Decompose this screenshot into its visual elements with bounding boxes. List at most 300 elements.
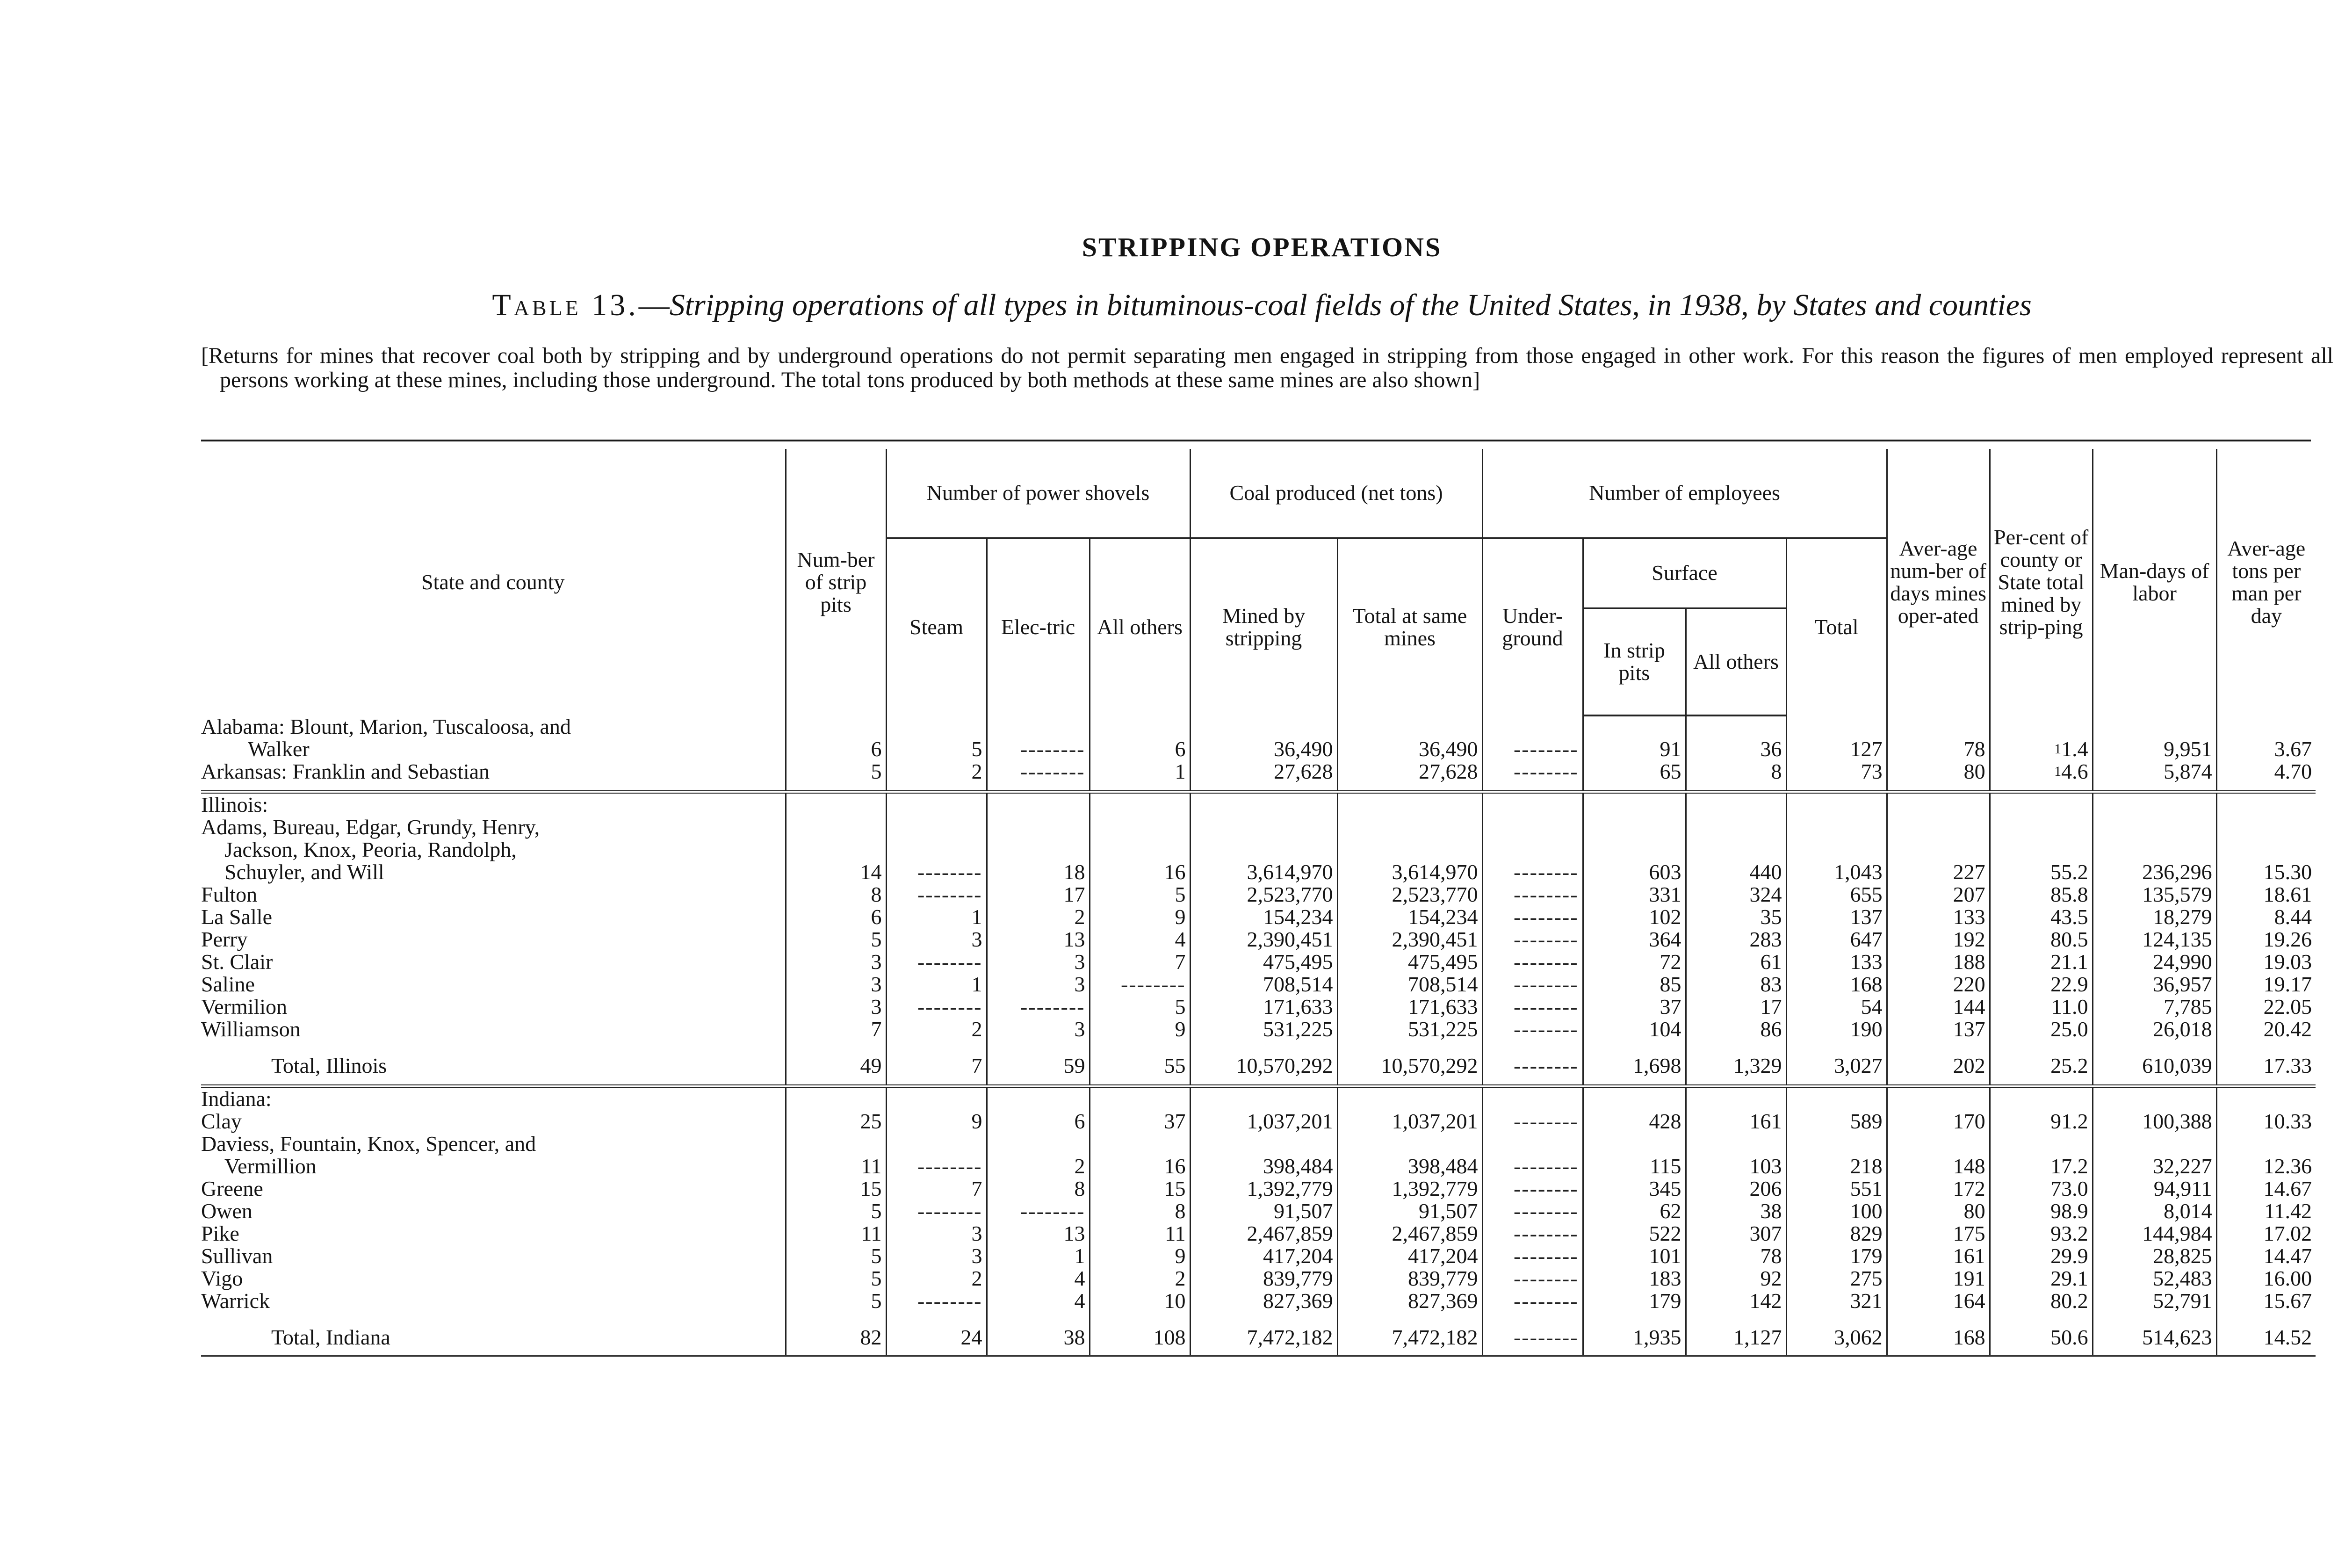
col-total-same-mines: Total at same mines <box>1337 538 1482 715</box>
blank-marker: -------- <box>1513 1109 1579 1133</box>
empty-cell <box>1482 1086 1583 1111</box>
name-line: Williamson <box>201 1017 301 1041</box>
rule-cell <box>1887 1349 1990 1356</box>
cell-mined: 839,779 <box>1190 1267 1337 1290</box>
empty-cell <box>1337 1086 1482 1111</box>
cell-electric: 4 <box>987 1290 1090 1312</box>
cell-underground <box>1482 1110 1583 1133</box>
cell-total-mines: 2,467,859 <box>1337 1222 1482 1245</box>
name-line: St. Clair <box>201 950 273 974</box>
cell-electric: 4 <box>987 1267 1090 1290</box>
cell-underground <box>1482 1290 1583 1312</box>
cell-underground <box>1482 1018 1583 1041</box>
cell-days: 168 <box>1887 1312 1990 1349</box>
name-line: Warrick <box>201 1289 270 1313</box>
cell-electric: 2 <box>987 1133 1090 1178</box>
cell-man-days: 135,579 <box>2093 883 2216 906</box>
rule-cell <box>1786 1349 1887 1356</box>
table-label: Table 13. <box>492 288 639 322</box>
cell-mined: 2,467,859 <box>1190 1222 1337 1245</box>
county-name <box>201 1200 786 1222</box>
cell-pits: 14 <box>786 816 886 883</box>
cell-mined: 827,369 <box>1190 1290 1337 1312</box>
empty-cell <box>1090 1086 1190 1111</box>
cell-percent: 29.9 <box>1990 1245 2093 1267</box>
cell-pits: 7 <box>786 1018 886 1041</box>
cell-strip-pits-emp: 85 <box>1583 973 1686 996</box>
blank-marker: -------- <box>1020 759 1085 783</box>
total-label <box>201 1041 786 1077</box>
cell-days: 227 <box>1887 816 1990 883</box>
cell-days: 172 <box>1887 1178 1990 1200</box>
rule-cell <box>1090 1077 1190 1086</box>
empty-cell <box>987 1086 1090 1111</box>
table-row <box>201 1222 2316 1245</box>
cell-total-emp: 647 <box>1786 928 1887 951</box>
name-line: Jackson, Knox, Peoria, Randolph, <box>224 838 517 861</box>
cell-strip-pits-emp: 428 <box>1583 1110 1686 1133</box>
cell-steam: 9 <box>886 1110 987 1133</box>
cell-electric: 3 <box>987 1018 1090 1041</box>
cell-total-emp: 551 <box>1786 1178 1887 1200</box>
table-row <box>201 1267 2316 1290</box>
cell-others: 10 <box>1090 1290 1190 1312</box>
table-row <box>201 951 2316 973</box>
empty-cell <box>1887 1086 1990 1111</box>
cell-tons-per-day: 12.36 <box>2216 1133 2316 1178</box>
empty-cell <box>786 1086 886 1111</box>
cell-percent: 11.0 <box>1990 996 2093 1018</box>
cell-percent: 25.0 <box>1990 1018 2093 1041</box>
cell-pits: 11 <box>786 1133 886 1178</box>
cell-others-emp: 1,127 <box>1686 1312 1786 1349</box>
cell-man-days: 28,825 <box>2093 1245 2216 1267</box>
cell-electric <box>987 715 1090 760</box>
cell-others <box>1090 973 1190 996</box>
cell-total-mines: 839,779 <box>1337 1267 1482 1290</box>
blank-marker: -------- <box>917 860 982 884</box>
rule-cell <box>1686 1349 1786 1356</box>
cell-mined: 10,570,292 <box>1190 1041 1337 1077</box>
cell-man-days: 94,911 <box>2093 1178 2216 1200</box>
cell-steam <box>886 1290 987 1312</box>
cell-total-emp: 54 <box>1786 996 1887 1018</box>
blank-marker: -------- <box>1513 972 1579 996</box>
cell-tons-per-day: 19.26 <box>2216 928 2316 951</box>
cell-percent: 25.2 <box>1990 1041 2093 1077</box>
rule-cell <box>201 1349 786 1356</box>
rule-cell <box>1190 783 1337 792</box>
cell-strip-pits-emp: 104 <box>1583 1018 1686 1041</box>
blank-marker: -------- <box>1513 1154 1579 1178</box>
cell-man-days: 52,483 <box>2093 1267 2216 1290</box>
blank-marker: -------- <box>917 1154 982 1178</box>
county-name <box>201 951 786 973</box>
total-label <box>201 1312 786 1349</box>
cell-others-emp: 103 <box>1686 1133 1786 1178</box>
rule-cell <box>1990 783 2093 792</box>
blank-marker: -------- <box>1020 995 1085 1019</box>
cell-others: 108 <box>1090 1312 1190 1349</box>
blank-marker: -------- <box>1513 882 1579 906</box>
cell-percent: 17.2 <box>1990 1133 2093 1178</box>
cell-underground <box>1482 816 1583 883</box>
cell-pits: 5 <box>786 928 886 951</box>
cell-total-emp: 127 <box>1786 715 1887 760</box>
cell-percent: 93.2 <box>1990 1222 2093 1245</box>
cell-days: 78 <box>1887 715 1990 760</box>
table-row <box>201 973 2316 996</box>
cell-strip-pits-emp: 345 <box>1583 1178 1686 1200</box>
cell-total-mines: 10,570,292 <box>1337 1041 1482 1077</box>
rule-cell <box>1786 783 1887 792</box>
cell-total-mines: 398,484 <box>1337 1133 1482 1178</box>
blank-marker: -------- <box>1513 1017 1579 1041</box>
rule-cell <box>987 1349 1090 1356</box>
county-name <box>201 883 786 906</box>
rule-cell <box>1337 783 1482 792</box>
cell-others-emp: 440 <box>1686 816 1786 883</box>
col-group-employees: Number of employees <box>1482 449 1887 538</box>
cell-strip-pits-emp: 522 <box>1583 1222 1686 1245</box>
cell-strip-pits-emp: 1,698 <box>1583 1041 1686 1077</box>
cell-total-emp: 589 <box>1786 1110 1887 1133</box>
cell-strip-pits-emp: 179 <box>1583 1290 1686 1312</box>
empty-cell <box>1337 792 1482 817</box>
rule-cell <box>2093 783 2216 792</box>
cell-total-mines: 7,472,182 <box>1337 1312 1482 1349</box>
cell-tons-per-day: 15.30 <box>2216 816 2316 883</box>
cell-mined: 2,523,770 <box>1190 883 1337 906</box>
cell-total-emp: 829 <box>1786 1222 1887 1245</box>
rule-cell <box>1786 1077 1887 1086</box>
rule-cell <box>786 783 886 792</box>
county-name <box>201 1018 786 1041</box>
cell-days: 164 <box>1887 1290 1990 1312</box>
table-row <box>201 1290 2316 1312</box>
top-rule <box>201 440 2311 441</box>
cell-others-emp: 1,329 <box>1686 1041 1786 1077</box>
blank-marker: -------- <box>1513 737 1579 761</box>
blank-marker: -------- <box>1513 1289 1579 1313</box>
rule-cell <box>1090 1349 1190 1356</box>
rule-cell <box>2093 1077 2216 1086</box>
county-name <box>201 715 786 760</box>
cell-others-emp: 161 <box>1686 1110 1786 1133</box>
section-title: STRIPPING OPERATIONS <box>1082 232 1442 262</box>
cell-mined: 91,507 <box>1190 1200 1337 1222</box>
cell-steam: 2 <box>886 1018 987 1041</box>
cell-man-days: 5,874 <box>2093 760 2216 783</box>
cell-total-mines: 2,523,770 <box>1337 883 1482 906</box>
cell-strip-pits-emp: 101 <box>1583 1245 1686 1267</box>
cell-others: 6 <box>1090 715 1190 760</box>
cell-tons-per-day: 11.42 <box>2216 1200 2316 1222</box>
cell-steam: 3 <box>886 1245 987 1267</box>
cell-underground <box>1482 1312 1583 1349</box>
cell-tons-per-day: 10.33 <box>2216 1110 2316 1133</box>
rule-cell <box>1686 783 1786 792</box>
cell-others-emp: 61 <box>1686 951 1786 973</box>
cell-underground <box>1482 1245 1583 1267</box>
state-heading-row <box>201 792 2316 817</box>
col-group-surface: Surface <box>1583 538 1786 608</box>
blank-marker: -------- <box>917 950 982 974</box>
cell-others: 15 <box>1090 1178 1190 1200</box>
cell-man-days: 8,014 <box>2093 1200 2216 1222</box>
rule-cell <box>201 783 786 792</box>
cell-mined: 36,490 <box>1190 715 1337 760</box>
county-name <box>201 816 786 883</box>
county-name <box>201 1267 786 1290</box>
rule-cell <box>1190 1349 1337 1356</box>
cell-total-mines: 91,507 <box>1337 1200 1482 1222</box>
cell-others: 5 <box>1090 996 1190 1018</box>
stripping-operations-table <box>201 449 2316 1357</box>
blank-marker: -------- <box>1513 1054 1579 1077</box>
cell-others-emp: 283 <box>1686 928 1786 951</box>
cell-steam: 7 <box>886 1178 987 1200</box>
empty-cell <box>1190 792 1337 817</box>
cell-underground <box>1482 883 1583 906</box>
cell-pits: 15 <box>786 1178 886 1200</box>
cell-days: 170 <box>1887 1110 1990 1133</box>
cell-others: 9 <box>1090 906 1190 928</box>
cell-mined: 417,204 <box>1190 1245 1337 1267</box>
cell-others-emp: 78 <box>1686 1245 1786 1267</box>
name-line: Daviess, Fountain, Knox, Spencer, and <box>201 1132 536 1156</box>
cell-pits: 6 <box>786 906 886 928</box>
county-name <box>201 928 786 951</box>
col-in-strip-pits: In strip pits <box>1583 608 1686 715</box>
cell-man-days: 24,990 <box>2093 951 2216 973</box>
cell-electric: 18 <box>987 816 1090 883</box>
rule-cell <box>987 783 1090 792</box>
empty-cell <box>1583 792 1686 817</box>
col-state-county: State and county <box>421 570 565 594</box>
rule-cell <box>886 1349 987 1356</box>
county-name <box>201 1133 786 1178</box>
empty-cell <box>1686 792 1786 817</box>
cell-underground <box>1482 1222 1583 1245</box>
cell-strip-pits-emp: 102 <box>1583 906 1686 928</box>
cell-steam: 2 <box>886 1267 987 1290</box>
cell-days: 207 <box>1887 883 1990 906</box>
cell-underground <box>1482 1200 1583 1222</box>
blank-marker: -------- <box>1513 950 1579 974</box>
cell-underground <box>1482 1178 1583 1200</box>
cell-pits: 8 <box>786 883 886 906</box>
cell-tons-per-day: 19.17 <box>2216 973 2316 996</box>
cell-others-emp: 324 <box>1686 883 1786 906</box>
county-name <box>201 906 786 928</box>
rule-cell <box>1583 1077 1686 1086</box>
blank-marker: -------- <box>1513 1199 1579 1223</box>
cell-underground <box>1482 996 1583 1018</box>
name-line: Sullivan <box>201 1244 273 1268</box>
cell-others-emp: 38 <box>1686 1200 1786 1222</box>
state-heading: Illinois: <box>201 793 268 817</box>
cell-percent: 43.5 <box>1990 906 2093 928</box>
rule-cell <box>2216 1349 2316 1356</box>
cell-days: 191 <box>1887 1267 1990 1290</box>
cell-total-emp: 655 <box>1786 883 1887 906</box>
cell-steam: 7 <box>886 1041 987 1077</box>
county-name <box>201 1290 786 1312</box>
county-name <box>201 1222 786 1245</box>
table-row <box>201 1200 2316 1222</box>
cell-total-mines: 2,390,451 <box>1337 928 1482 951</box>
cell-others: 2 <box>1090 1267 1190 1290</box>
cell-steam: 3 <box>886 928 987 951</box>
cell-steam <box>886 996 987 1018</box>
cell-man-days: 32,227 <box>2093 1133 2216 1178</box>
cell-total-emp: 321 <box>1786 1290 1887 1312</box>
name-line: Perry <box>201 927 248 951</box>
cell-strip-pits-emp: 183 <box>1583 1267 1686 1290</box>
blank-marker: -------- <box>1513 1177 1579 1200</box>
cell-tons-per-day: 20.42 <box>2216 1018 2316 1041</box>
rule-cell <box>2093 1349 2216 1356</box>
section-separator <box>201 1077 2316 1086</box>
rule-cell <box>1482 1349 1583 1356</box>
cell-percent: 91.2 <box>1990 1110 2093 1133</box>
cell-electric: 2 <box>987 906 1090 928</box>
name-line: Vigo <box>201 1266 243 1290</box>
rule-cell <box>786 1349 886 1356</box>
cell-total-mines: 36,490 <box>1337 715 1482 760</box>
empty-cell <box>2216 792 2316 817</box>
cell-strip-pits-emp: 72 <box>1583 951 1686 973</box>
cell-strip-pits-emp: 37 <box>1583 996 1686 1018</box>
cell-underground <box>1482 928 1583 951</box>
cell-strip-pits-emp: 364 <box>1583 928 1686 951</box>
cell-electric: 1 <box>987 1245 1090 1267</box>
rule-cell <box>886 1077 987 1086</box>
cell-electric: 17 <box>987 883 1090 906</box>
cell-days: 148 <box>1887 1133 1990 1178</box>
table-row <box>201 1110 2316 1133</box>
cell-man-days: 144,984 <box>2093 1222 2216 1245</box>
cell-electric <box>987 760 1090 783</box>
cell-tons-per-day: 17.33 <box>2216 1041 2316 1077</box>
blank-marker: -------- <box>1513 1325 1579 1349</box>
name-line: Schuyler, and Will <box>224 860 384 884</box>
cell-others-emp: 206 <box>1686 1178 1786 1200</box>
rule-cell <box>886 783 987 792</box>
rule-cell <box>1337 1349 1482 1356</box>
rule-cell <box>201 1077 786 1086</box>
cell-mined: 1,037,201 <box>1190 1110 1337 1133</box>
cell-underground <box>1482 1133 1583 1178</box>
cell-steam: 3 <box>886 1222 987 1245</box>
total-row <box>201 1312 2316 1349</box>
cell-strip-pits-emp: 62 <box>1583 1200 1686 1222</box>
cell-others-emp: 307 <box>1686 1222 1786 1245</box>
cell-underground <box>1482 951 1583 973</box>
cell-strip-pits-emp: 1,935 <box>1583 1312 1686 1349</box>
cell-tons-per-day: 17.02 <box>2216 1222 2316 1245</box>
cell-total-mines: 171,633 <box>1337 996 1482 1018</box>
cell-pits: 5 <box>786 1290 886 1312</box>
empty-cell <box>1990 792 2093 817</box>
cell-total-emp: 168 <box>1786 973 1887 996</box>
rule-cell <box>987 1077 1090 1086</box>
cell-steam: 1 <box>886 973 987 996</box>
table-row <box>201 816 2316 883</box>
cell-tons-per-day: 18.61 <box>2216 883 2316 906</box>
state-heading: Indiana: <box>201 1087 272 1111</box>
cell-electric: 3 <box>987 973 1090 996</box>
cell-total-emp: 190 <box>1786 1018 1887 1041</box>
empty-cell <box>1887 792 1990 817</box>
rule-cell <box>1482 783 1583 792</box>
blank-marker: -------- <box>1120 972 1186 996</box>
cell-man-days: 236,296 <box>2093 816 2216 883</box>
cell-mined: 27,628 <box>1190 760 1337 783</box>
cell-percent: 85.8 <box>1990 883 2093 906</box>
cell-others-emp: 8 <box>1686 760 1786 783</box>
cell-others-emp: 142 <box>1686 1290 1786 1312</box>
rule-cell <box>1090 783 1190 792</box>
cell-underground <box>1482 760 1583 783</box>
cell-others: 11 <box>1090 1222 1190 1245</box>
total-row <box>201 1041 2316 1077</box>
cell-mined: 398,484 <box>1190 1133 1337 1178</box>
rule-cell <box>1482 1077 1583 1086</box>
name-line: Fulton <box>201 882 258 906</box>
county-name <box>201 1245 786 1267</box>
cell-man-days: 36,957 <box>2093 973 2216 996</box>
blank-marker: -------- <box>1513 995 1579 1019</box>
cell-man-days: 7,785 <box>2093 996 2216 1018</box>
cell-others: 5 <box>1090 883 1190 906</box>
cell-mined: 2,390,451 <box>1190 928 1337 951</box>
name-line: La Salle <box>201 905 272 929</box>
empty-cell <box>2093 792 2216 817</box>
rule-cell <box>1887 783 1990 792</box>
cell-electric: 3 <box>987 951 1090 973</box>
cell-tons-per-day: 14.67 <box>2216 1178 2316 1200</box>
cell-tons-per-day: 8.44 <box>2216 906 2316 928</box>
name-line: Walker <box>248 737 310 761</box>
cell-others: 9 <box>1090 1018 1190 1041</box>
cell-others-emp: 35 <box>1686 906 1786 928</box>
rule-cell <box>1990 1349 2093 1356</box>
cell-man-days: 52,791 <box>2093 1290 2216 1312</box>
cell-total-mines: 27,628 <box>1337 760 1482 783</box>
rule-cell <box>786 1077 886 1086</box>
table-row <box>201 760 2316 783</box>
state-heading-row <box>201 1086 2316 1111</box>
cell-others: 1 <box>1090 760 1190 783</box>
cell-mined: 171,633 <box>1190 996 1337 1018</box>
cell-others-emp: 86 <box>1686 1018 1786 1041</box>
cell-others: 7 <box>1090 951 1190 973</box>
footnote-marker: 1 <box>2054 764 2062 779</box>
blank-marker: -------- <box>917 1289 982 1313</box>
cell-others-emp: 92 <box>1686 1267 1786 1290</box>
table-row <box>201 1018 2316 1041</box>
empty-cell <box>987 792 1090 817</box>
cell-percent: 80.2 <box>1990 1290 2093 1312</box>
cell-pits: 5 <box>786 760 886 783</box>
cell-mined: 531,225 <box>1190 1018 1337 1041</box>
county-name <box>201 1178 786 1200</box>
name-line: Adams, Bureau, Edgar, Grundy, Henry, <box>201 815 540 839</box>
name-line: Vermillion <box>224 1154 317 1178</box>
col-mined-stripping: Mined by stripping <box>1190 538 1337 715</box>
